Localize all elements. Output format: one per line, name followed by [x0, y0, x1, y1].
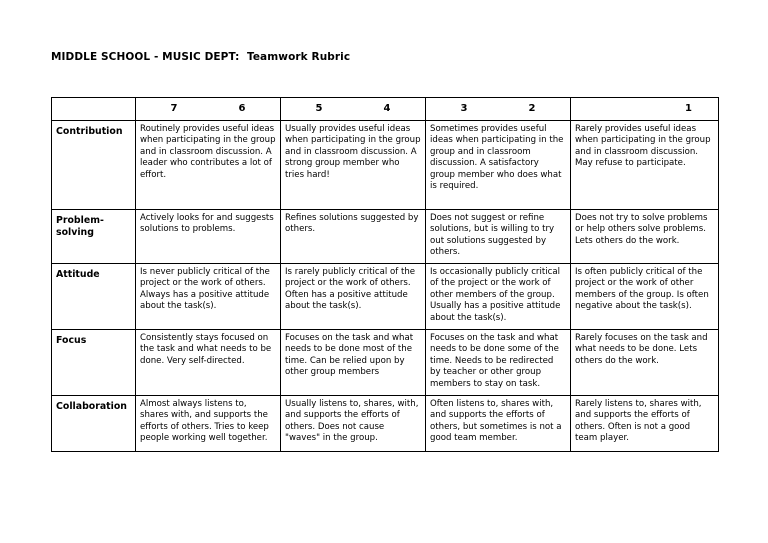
score-label: 3	[460, 103, 468, 115]
rubric-row-collaboration	[52, 396, 719, 452]
descriptor-cell: Does not suggest or refine solutions, but is willing to try out solutions suggested by others.	[426, 210, 571, 264]
descriptor-cell: Refines solutions suggested by others.	[281, 210, 426, 264]
descriptor-cell: Is rarely publicly critical of the project or the work of others. Often has a positive attitude about the task(s).	[281, 264, 426, 330]
descriptor-cell: Routinely provides useful ideas when participating in the group and in classroom discussion. A leader who contributes a lot of effort.	[136, 121, 281, 210]
descriptor-cell: Consistently stays focused on the task and what needs to be done. Very self-directed.	[136, 330, 281, 396]
criterion-label: Problem-solving	[52, 210, 136, 264]
descriptor-cell: Is often publicly critical of the project or the work of other members of the group. Is often negative about the task(s).	[571, 264, 719, 330]
descriptor-cell: Focuses on the task and what needs to be done most of the time. Can be relied upon by other group members	[281, 330, 426, 396]
document-title-dept: MIDDLE SCHOOL - MUSIC DEPT:	[51, 51, 240, 63]
descriptor-cell: Is never publicly critical of the project or the work of others. Always has a positive attitude about the task(s).	[136, 264, 281, 330]
score-label: 2	[528, 103, 536, 115]
descriptor-cell: Rarely listens to, shares with, and supports the efforts of others. Often is not a good team player.	[571, 396, 719, 452]
criterion-label: Contribution	[52, 121, 136, 210]
score-label: 1	[685, 103, 692, 115]
descriptor-cell: Usually provides useful ideas when participating in the group and in classroom discussion. A strong group member who tries hard!	[281, 121, 426, 210]
score-header-cell	[281, 98, 426, 121]
rubric-table	[51, 97, 719, 452]
score-header-cell	[136, 98, 281, 121]
descriptor-cell: Often listens to, shares with, and supports the efforts of others, but sometimes is not a good team member.	[426, 396, 571, 452]
rubric-row-focus	[52, 330, 719, 396]
descriptor-cell: Almost always listens to, shares with, and supports the efforts of others. Tries to keep people working well together.	[136, 396, 281, 452]
score-header-cell	[571, 98, 719, 121]
document-title	[51, 51, 350, 63]
score-label: 6	[238, 103, 246, 115]
score-label: 5	[315, 103, 323, 115]
score-label: 7	[170, 103, 178, 115]
descriptor-cell: Focuses on the task and what needs to be done some of the time. Needs to be redirected by teacher or other group members to stay on task.	[426, 330, 571, 396]
rubric-row-contribution	[52, 121, 719, 210]
rubric-row-problem-solving	[52, 210, 719, 264]
rubric-row-attitude	[52, 264, 719, 330]
criterion-header-cell	[52, 98, 136, 121]
descriptor-cell: Sometimes provides useful ideas when participating in the group and in classroom discussion. A satisfactory group member who does what is required.	[426, 121, 571, 210]
descriptor-cell: Usually listens to, shares, with, and supports the efforts of others. Does not cause "waves" in the group.	[281, 396, 426, 452]
criterion-label: Focus	[52, 330, 136, 396]
score-label: 4	[383, 103, 391, 115]
descriptor-cell: Actively looks for and suggests solutions to problems.	[136, 210, 281, 264]
criterion-label: Attitude	[52, 264, 136, 330]
descriptor-cell: Rarely focuses on the task and what needs to be done. Lets others do the work.	[571, 330, 719, 396]
score-header-cell	[426, 98, 571, 121]
descriptor-cell: Is occasionally publicly critical of the project or the work of other members of the group. Usually has a positive attitude about the task(s).	[426, 264, 571, 330]
descriptor-cell: Does not try to solve problems or help others solve problems. Lets others do the work.	[571, 210, 719, 264]
document-title-rubric: Teamwork Rubric	[246, 51, 351, 63]
descriptor-cell: Rarely provides useful ideas when participating in the group and in classroom discussion. May refuse to participate.	[571, 121, 719, 210]
criterion-label: Collaboration	[52, 396, 136, 452]
score-header-row	[52, 98, 719, 121]
